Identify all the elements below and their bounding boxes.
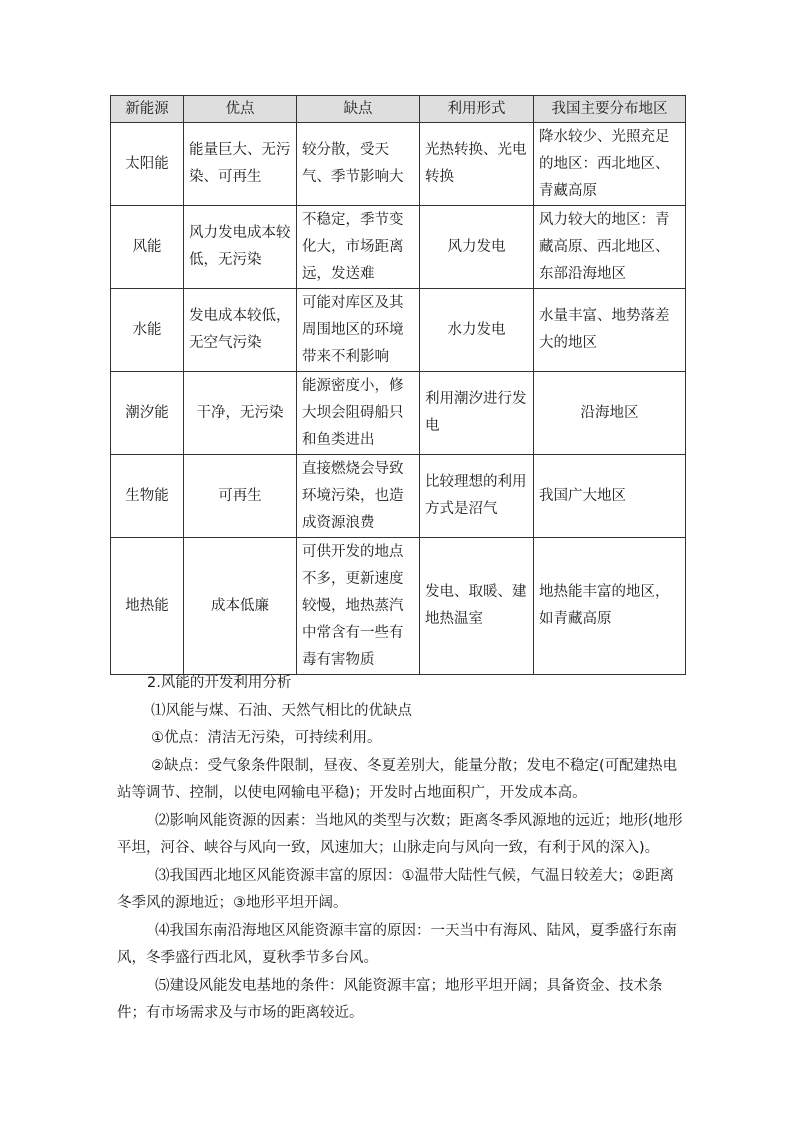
cons-cell: 直接燃烧会导致环境污染，也造成资源浪费 (297, 455, 420, 538)
table-row (111, 206, 686, 289)
header-cell: 利用形式 (420, 96, 534, 123)
region-cell: 我国广大地区 (534, 455, 686, 538)
paragraph: ⑴风能与煤、石油、天然气相比的优缺点 (151, 702, 412, 719)
paragraph: ⑷我国东南沿海地区风能资源丰富的原因：一天当中有海风、陆风，夏季盛行东南风，冬季盛行西北风，夏秋季节多台风。 (117, 922, 677, 966)
pros-cell: 可再生 (184, 455, 297, 538)
pros-cell: 风力发电成本较低，无污染 (184, 206, 297, 289)
table-row (111, 289, 686, 372)
usage-cell: 水力发电 (420, 289, 534, 372)
header-cell: 缺点 (297, 96, 420, 123)
section-heading: 2.风能的开发利用分析 (147, 675, 292, 691)
paragraph: ②缺点：受气象条件限制，昼夜、冬夏差别大，能量分散；发电不稳定(可配建热电站等调节、控制，以使电网输电平稳)；开发时占地面积广，开发成本高。 (117, 757, 678, 801)
pros-cell: 干净，无污染 (184, 372, 297, 455)
header-cell: 优点 (184, 96, 297, 123)
table-row (111, 538, 686, 675)
energy-source-cell: 潮汐能 (111, 372, 184, 455)
energy-source-cell: 太阳能 (111, 123, 184, 206)
energy-source-cell: 地热能 (111, 538, 184, 675)
cons-cell: 可能对库区及其周围地区的环境带来不利影响 (297, 289, 420, 372)
usage-cell: 利用潮汐进行发电 (420, 372, 534, 455)
paragraph: ①优点：清洁无污染，可持续利用。 (151, 730, 382, 746)
cons-cell: 可供开发的地点不多，更新速度较慢，地热蒸汽中常含有一些有毒有害物质 (297, 538, 420, 675)
cons-cell: 能源密度小，修大坝会阻碍船只和鱼类进出 (297, 372, 420, 455)
paragraph: ⑵影响风能资源的因素：当地风的类型与次数；距离冬季风源地的远近；地形(地形平坦，河谷、峡谷与风向一致，风速加大；山脉走向与风向一致，有利于风的深入)。 (117, 812, 683, 856)
region-cell: 沿海地区 (534, 372, 686, 455)
usage-cell: 比较理想的利用方式是沼气 (420, 455, 534, 538)
pros-cell: 发电成本较低，无空气污染 (184, 289, 297, 372)
header-cell: 新能源 (111, 96, 184, 123)
table-row (111, 123, 686, 206)
header-cell: 我国主要分布地区 (534, 96, 686, 123)
table-row (111, 372, 686, 455)
table-row (111, 455, 686, 538)
usage-cell: 发电、取暖、建地热温室 (420, 538, 534, 675)
energy-table (110, 95, 686, 675)
usage-cell: 风力发电 (420, 206, 534, 289)
region-cell: 降水较少、光照充足的地区：西北地区、青藏高原 (534, 123, 686, 206)
region-cell: 水量丰富、地势落差大的地区 (534, 289, 686, 372)
paragraph: ⑸建设风能发电基地的条件：风能资源丰富；地形平坦开阔；具备资金、技术条件；有市场需求及与市场的距离较近。 (117, 977, 663, 1021)
region-cell: 风力较大的地区：青藏高原、西北地区、东部沿海地区 (534, 206, 686, 289)
pros-cell: 成本低廉 (184, 538, 297, 675)
wind-energy-section (117, 670, 687, 1028)
pros-cell: 能量巨大、无污染、可再生 (184, 123, 297, 206)
table-header-row (111, 96, 686, 123)
usage-cell: 光热转换、光电转换 (420, 123, 534, 206)
energy-source-cell: 水能 (111, 289, 184, 372)
paragraph: ⑶我国西北地区风能资源丰富的原因：①温带大陆性气候，气温日较差大；②距离冬季风的源地近；③地形平坦开阔。 (117, 867, 674, 911)
energy-source-cell: 生物能 (111, 455, 184, 538)
cons-cell: 较分散，受天气、季节影响大 (297, 123, 420, 206)
cons-cell: 不稳定，季节变化大，市场距离远，发送难 (297, 206, 420, 289)
energy-source-cell: 风能 (111, 206, 184, 289)
region-cell: 地热能丰富的地区，如青藏高原 (534, 538, 686, 675)
